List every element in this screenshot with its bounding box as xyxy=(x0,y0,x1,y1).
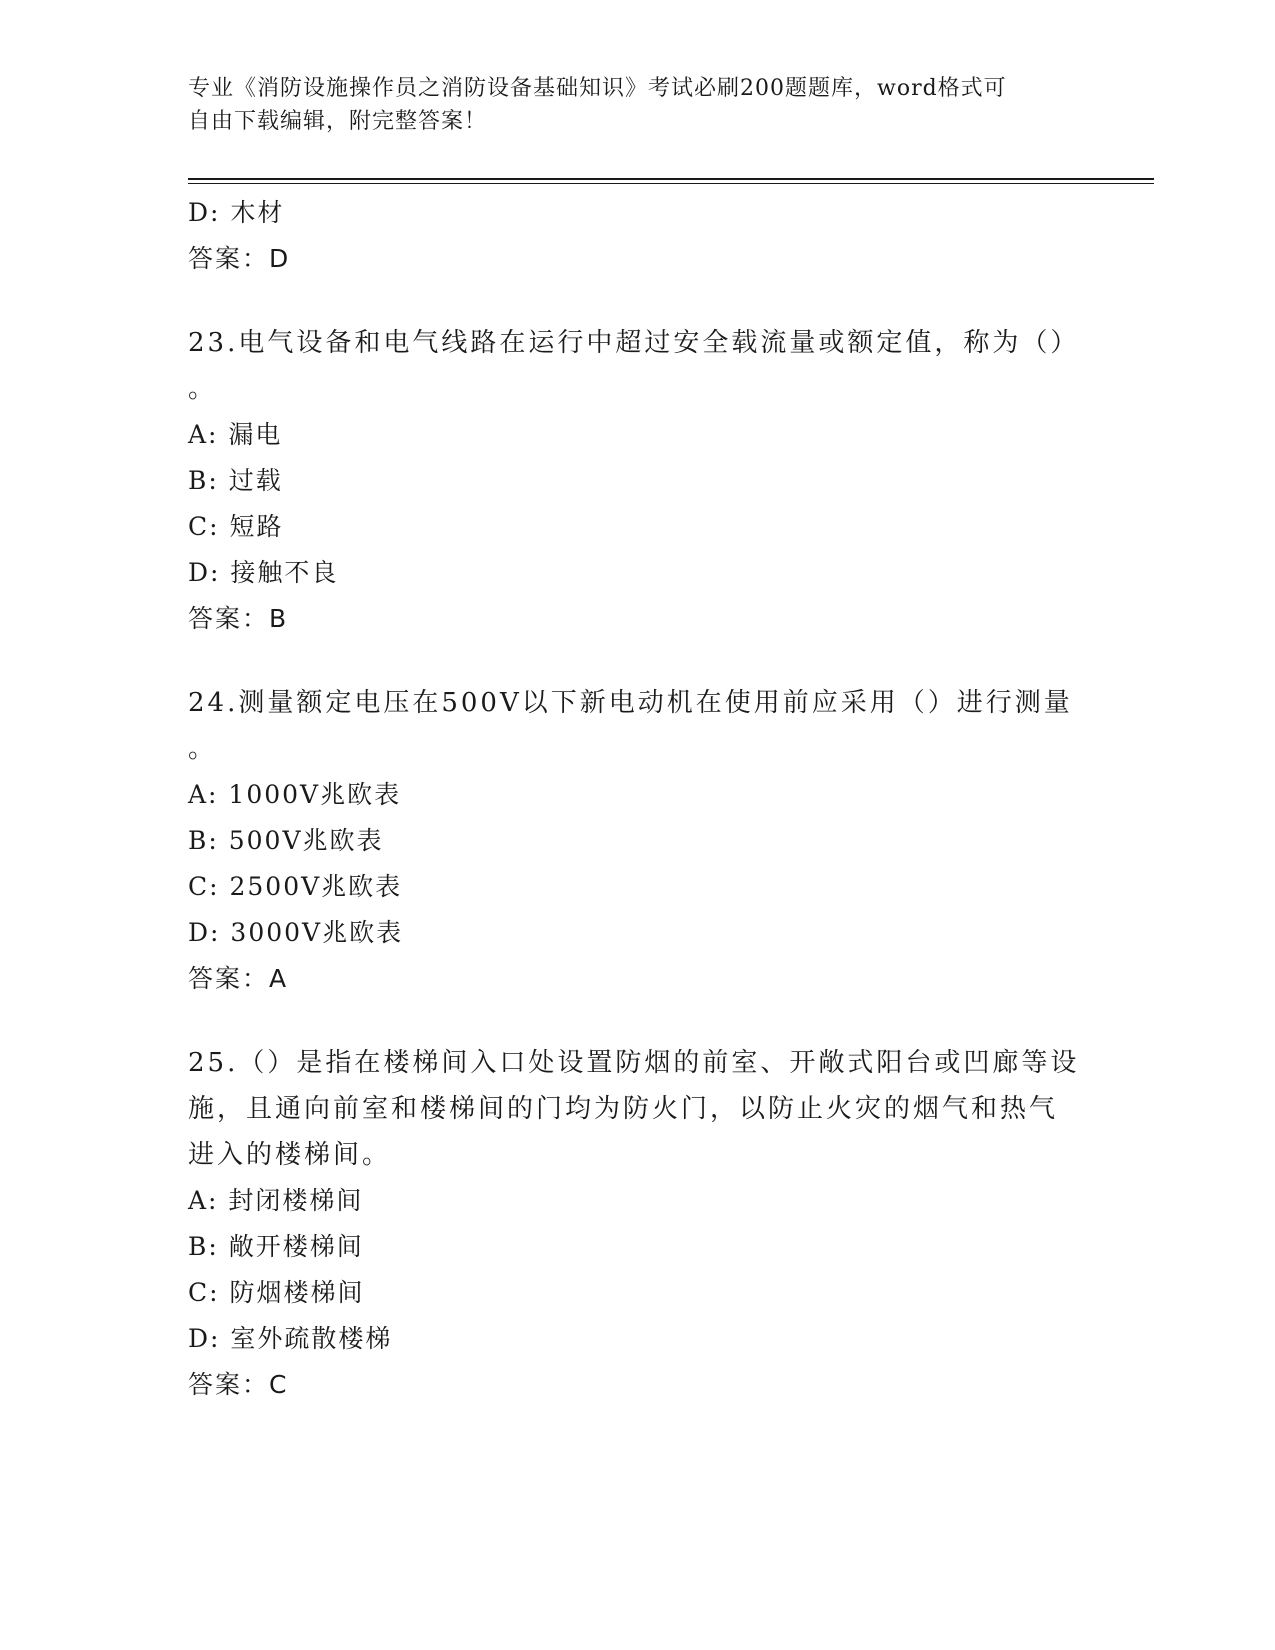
answer: 答案：A xyxy=(188,964,289,993)
option-a: A: 漏电 xyxy=(188,420,283,449)
question-text: 23.电气设备和电气线路在运行中超过安全载流量或额定值，称为（） 。 xyxy=(188,328,1080,404)
header-divider-thick xyxy=(188,178,1154,180)
answer: 答案：B xyxy=(188,604,289,633)
option-c: C: 2500V兆欧表 xyxy=(188,872,403,901)
option-b: B: 500V兆欧表 xyxy=(188,826,384,855)
option-c: C: 短路 xyxy=(188,512,284,541)
question-25 xyxy=(188,1040,1088,1408)
question-24 xyxy=(188,680,1088,1002)
option-b: B: 敞开楼梯间 xyxy=(188,1232,364,1261)
option-d: D: 接触不良 xyxy=(188,558,339,587)
question-text: 24.测量额定电压在500V以下新电动机在使用前应采用（）进行测量 。 xyxy=(188,688,1073,764)
option-a: A: 1000V兆欧表 xyxy=(188,780,402,809)
question-23 xyxy=(188,320,1088,642)
answer: 答案：C xyxy=(188,1370,289,1399)
option-c: C: 防烟楼梯间 xyxy=(188,1278,365,1307)
header-divider-thin xyxy=(188,183,1154,184)
option-d: D: 3000V兆欧表 xyxy=(188,918,404,947)
question-text: 25.（）是指在楼梯间入口处设置防烟的前室、开敞式阳台或凹廊等设 施，且通向前室和楼梯间的门均为防火门，以防止火灾的烟气和热气 进入的楼梯间。 xyxy=(188,1048,1080,1170)
option-d: D: 木材 xyxy=(188,198,285,227)
document-header: 专业《消防设施操作员之消防设备基础知识》考试必刷200题题库，word格式可 自由下载编辑，附完整答案！ xyxy=(188,76,1007,134)
option-d: D: 室外疏散楼梯 xyxy=(188,1324,393,1353)
document-body xyxy=(188,190,1088,1408)
option-b: B: 过载 xyxy=(188,466,283,495)
option-a: A: 封闭楼梯间 xyxy=(188,1186,364,1215)
answer: 答案：D xyxy=(188,244,291,273)
